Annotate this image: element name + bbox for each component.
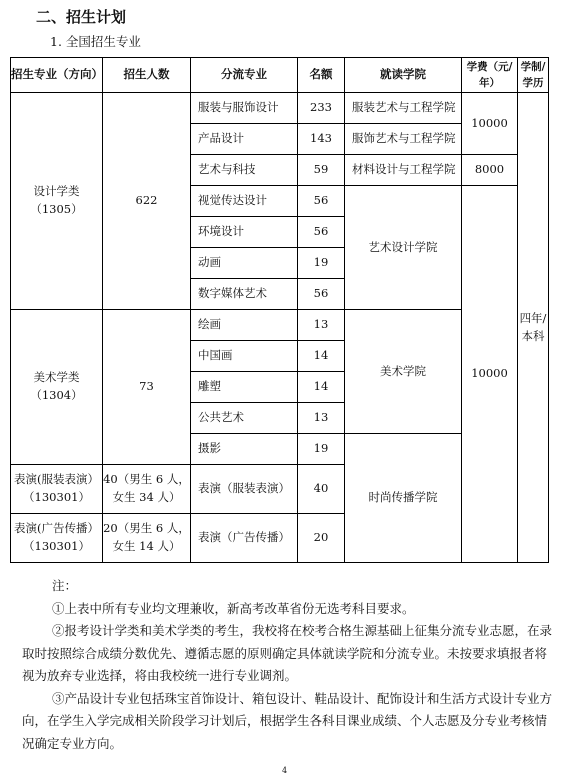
system-cell: 四年/本科 [518,93,549,563]
stream-cell: 数字媒体艺术 [191,279,298,310]
quota-cell: 143 [298,124,345,155]
fee-cell: 10000 [462,186,518,563]
quota-cell: 20 [298,514,345,563]
sub-heading: 1. 全国招生专业 [50,34,141,49]
quota-cell: 40 [298,465,345,514]
header-system: 学制/学历 [518,58,549,93]
stream-cell: 表演（广告传播） [191,514,298,563]
stream-cell: 绘画 [191,310,298,341]
quota-cell: 13 [298,310,345,341]
stream-cell: 服装与服饰设计 [191,93,298,124]
notes-section [22,575,552,755]
page-number: 4 [282,766,288,775]
note-1: ①上表中所有专业均文理兼收，新高考改革省份无选考科目要求。 [52,600,415,616]
header-stream: 分流专业 [191,58,298,93]
college-cell: 服饰艺术与工程学院 [345,124,462,155]
quota-cell: 14 [298,372,345,403]
quota-cell: 59 [298,155,345,186]
college-cell: 时尚传播学院 [345,434,462,563]
table-header-row [11,58,549,93]
quota-cell: 13 [298,403,345,434]
header-college: 就读学院 [345,58,462,93]
quota-cell: 19 [298,248,345,279]
quota-cell: 56 [298,279,345,310]
note-3: ③产品设计专业包括珠宝首饰设计、箱包设计、鞋品设计、配饰设计和生活方式设计专业方向，在学生入学完成相关阶段学习计划后，根据学生各科目课业成绩、个人志愿及分专业考核情况确定专业方向。 [22,690,553,751]
section-heading: 二、招生计划 [36,8,127,26]
quota-cell: 233 [298,93,345,124]
note-2: ②报考设计学类和美术学类的考生，我校将在校考合格生源基础上征集分流专业志愿，在录取时按照综合成绩分数优先、遵循志愿的原则确定具体就读学院和分流专业。未按要求填报者将视为放弃专业选择，将由我校统一进行专业调剂。 [22,623,553,683]
stream-cell: 视觉传达设计 [191,186,298,217]
stream-cell: 公共艺术 [191,403,298,434]
stream-cell: 产品设计 [191,124,298,155]
stream-cell: 动画 [191,248,298,279]
header-fee: 学费（元/年） [462,58,518,93]
major-cell: 表演(广告传播）（130301） [11,514,103,563]
stream-cell: 环境设计 [191,217,298,248]
stream-cell: 摄影 [191,434,298,465]
major-cell: 表演(服装表演）（130301） [11,465,103,514]
stream-cell: 表演（服装表演） [191,465,298,514]
fee-cell: 8000 [462,155,518,186]
college-cell: 美术学院 [345,310,462,434]
enroll-cell: 40（男生 6 人，女生 34 人） [103,465,191,514]
quota-cell: 56 [298,186,345,217]
college-cell: 材料设计与工程学院 [345,155,462,186]
notes-label: 注： [52,578,78,593]
header-quota: 名额 [298,58,345,93]
major-cell: 美术学类（1304） [11,310,103,465]
header-enroll: 招生人数 [103,58,191,93]
enroll-cell: 73 [103,310,191,465]
college-cell: 服装艺术与工程学院 [345,93,462,124]
enrollment-table [10,57,549,563]
quota-cell: 19 [298,434,345,465]
quota-cell: 56 [298,217,345,248]
fee-cell: 10000 [462,93,518,155]
stream-cell: 中国画 [191,341,298,372]
stream-cell: 雕塑 [191,372,298,403]
stream-cell: 艺术与科技 [191,155,298,186]
major-cell: 设计学类（1305） [11,93,103,310]
enroll-cell: 622 [103,93,191,310]
table-row [11,93,549,124]
quota-cell: 14 [298,341,345,372]
header-major: 招生专业（方向） [11,58,103,93]
college-cell: 艺术设计学院 [345,186,462,310]
enroll-cell: 20（男生 6 人，女生 14 人） [103,514,191,563]
